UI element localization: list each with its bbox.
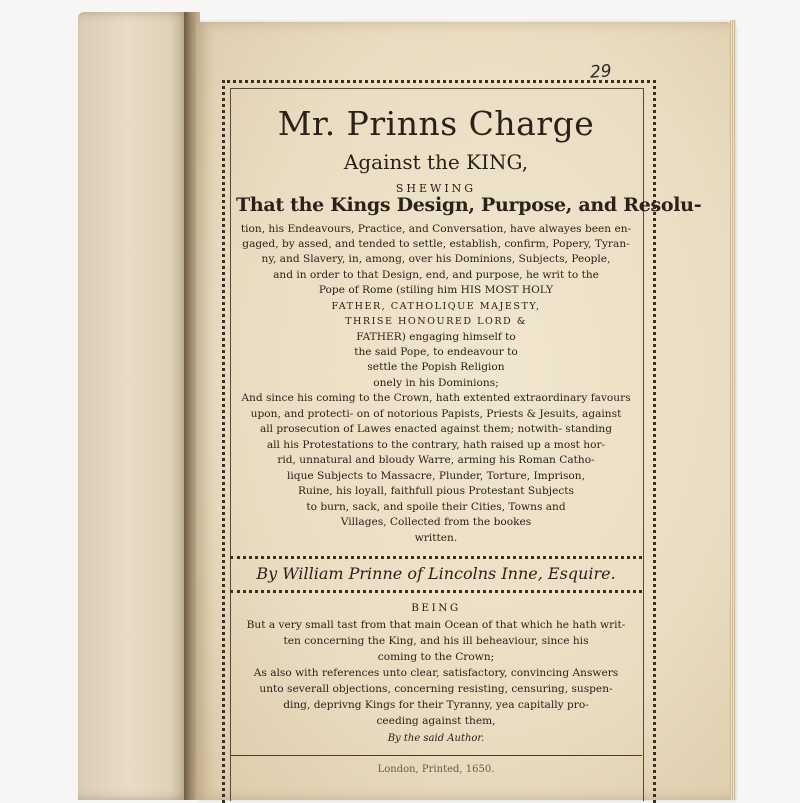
being-line: unto severall objections, concerning resisting, censuring, suspen- bbox=[259, 683, 613, 695]
body-line: gaged, by assed, and tended to settle, establish, confirm, Popery, Tyran- bbox=[242, 238, 630, 250]
divider-rule bbox=[230, 556, 642, 559]
body-line: FATHER) engaging himself to bbox=[356, 331, 516, 343]
body-line: Pope of Rome (stiling him HIS MOST HOLY bbox=[318, 284, 554, 296]
page-edges bbox=[730, 20, 736, 800]
heading-line: That the Kings Design, Purpose, and Resolu- bbox=[236, 194, 702, 216]
author-line: By William Prinne of Lincolns Inne, Esquire. bbox=[256, 564, 616, 583]
being-attribution: By the said Author. bbox=[387, 733, 485, 744]
page-subtitle: Against the KING, bbox=[343, 150, 529, 174]
being-line: ceeding against them, bbox=[376, 715, 496, 727]
body-line: Villages, Collected from the bookes bbox=[340, 516, 532, 528]
being-line: coming to the Crown; bbox=[377, 651, 495, 663]
being-line: ten concerning the King, and his ill beheaviour, since his bbox=[283, 635, 589, 647]
body-line: all prosecution of Lawes enacted against them; notwith- standing bbox=[259, 423, 613, 435]
body-line: Ruine, his loyall, faithfull pious Protestant Subjects bbox=[298, 485, 574, 497]
body-line: settle the Popish Religion bbox=[367, 361, 505, 373]
shewing-label: SHEWING bbox=[395, 182, 477, 195]
body-line: tion, his Endeavours, Practice, and Conversation, have alwayes been en- bbox=[240, 223, 632, 235]
divider-rule bbox=[230, 590, 642, 593]
being-line: As also with references unto clear, satisfactory, convincing Answers bbox=[253, 667, 619, 679]
body-line: rid, unnatural and bloudy Warre, arming his Roman Catho- bbox=[277, 454, 595, 466]
body-line: written. bbox=[414, 532, 458, 544]
body-line: all his Protestations to the contrary, hath raised up a most hor- bbox=[266, 439, 606, 451]
being-label: BEING bbox=[411, 602, 461, 614]
body-line: onely in his Dominions; bbox=[373, 377, 499, 389]
being-line: But a very small tast from that main Ocean of that which he hath writ- bbox=[246, 619, 626, 631]
handwritten-page-number: 29 bbox=[589, 61, 613, 83]
body-line: and in order to that Design, end, and purpose, he writ to the bbox=[273, 269, 599, 281]
body-line: the said Pope, to endeavour to bbox=[354, 346, 518, 358]
body-line: And since his coming to the Crown, hath extented extraordinary favours bbox=[241, 392, 631, 404]
body-line: FATHER, CATHOLIQUE MAJESTY, bbox=[331, 301, 541, 312]
body-line: to burn, sack, and spoile their Cities, Towns and bbox=[306, 501, 566, 513]
being-line: ding, deprivng Kings for their Tyranny, yea capitally pro- bbox=[283, 699, 589, 711]
left-page bbox=[78, 12, 190, 800]
body-line: upon, and protecti- on of notorious Papists, Priests & Jesuits, against bbox=[250, 408, 622, 420]
body-line: ny, and Slavery, in, among, over his Dominions, Subjects, People, bbox=[261, 253, 611, 265]
body-line: THRISE HONOURED LORD & bbox=[345, 316, 527, 327]
page-title: Mr. Prinns Charge bbox=[277, 104, 595, 143]
divider-rule bbox=[230, 755, 642, 756]
imprint-line: London, Printed, 1650. bbox=[377, 764, 495, 775]
body-line: lique Subjects to Massacre, Plunder, Torture, Imprison, bbox=[287, 470, 585, 482]
